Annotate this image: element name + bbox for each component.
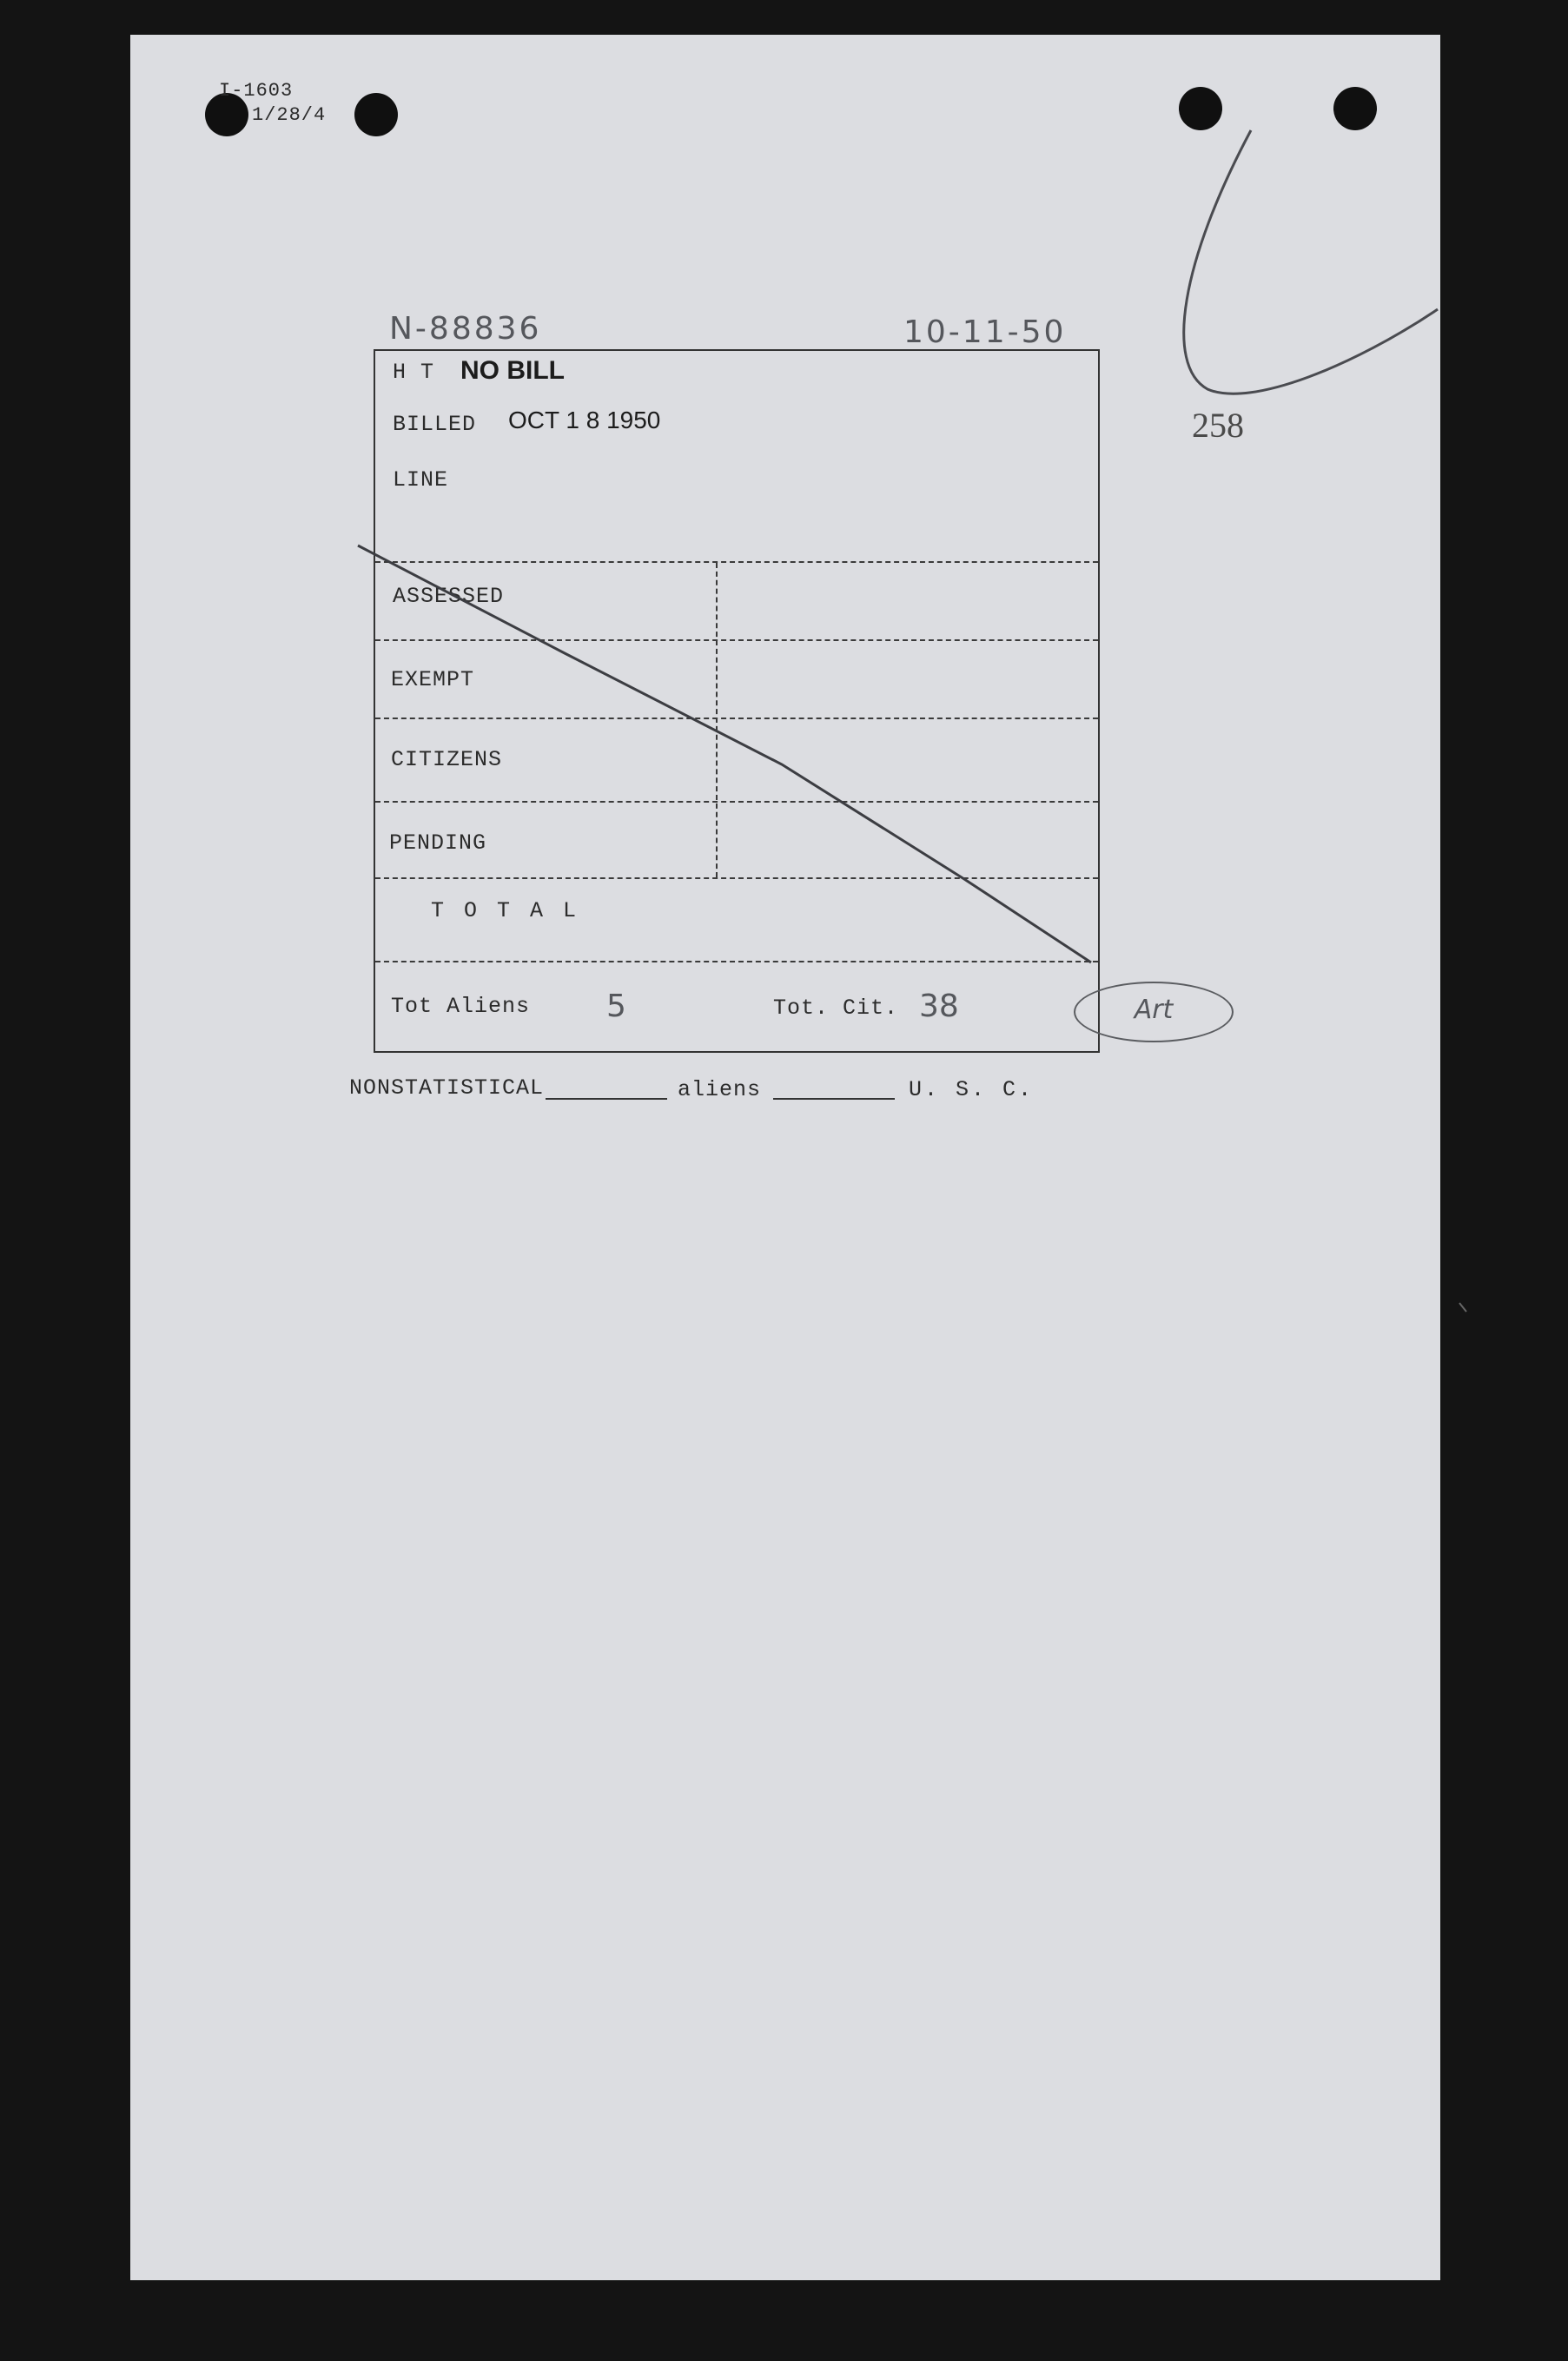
row-label-assessed: ASSESSED <box>393 584 505 609</box>
row-label-exempt: EXEMPT <box>391 667 475 692</box>
row-label-pending: PENDING <box>389 830 487 856</box>
tot-cit-value: 38 <box>919 989 959 1024</box>
form-number: I-1603 <box>219 80 294 102</box>
binder-notch <box>1459 1303 1466 1312</box>
usc-label: U. S. C. <box>909 1077 1035 1102</box>
billed-label: BILLED <box>393 412 477 437</box>
aliens-label: aliens <box>678 1077 762 1102</box>
nonstatistical-label: NONSTATISTICAL <box>349 1075 545 1101</box>
billed-date-stamp: OCT 1 8 1950 <box>508 407 661 433</box>
initials-circled: Art <box>1074 982 1234 1042</box>
row-label-citizens: CITIZENS <box>391 747 503 772</box>
tot-aliens-value: 5 <box>606 989 626 1024</box>
line-label: LINE <box>393 467 449 493</box>
tot-cit-label: Tot. Cit. <box>773 995 899 1021</box>
tot-aliens-label: Tot Aliens <box>391 994 531 1019</box>
date-handwritten: 10-11-50 <box>903 314 1067 350</box>
form-date: 1/28/4 <box>252 104 327 126</box>
total-label: T O T A L <box>431 898 580 923</box>
file-number: N-88836 <box>389 311 542 347</box>
no-bill-stamp: NO BILL <box>460 356 565 385</box>
diagonal-strike <box>358 546 1091 962</box>
curved-pencil-mark <box>1184 130 1438 394</box>
ht-label: H T <box>393 360 435 385</box>
page-number: 258 <box>1192 406 1244 445</box>
